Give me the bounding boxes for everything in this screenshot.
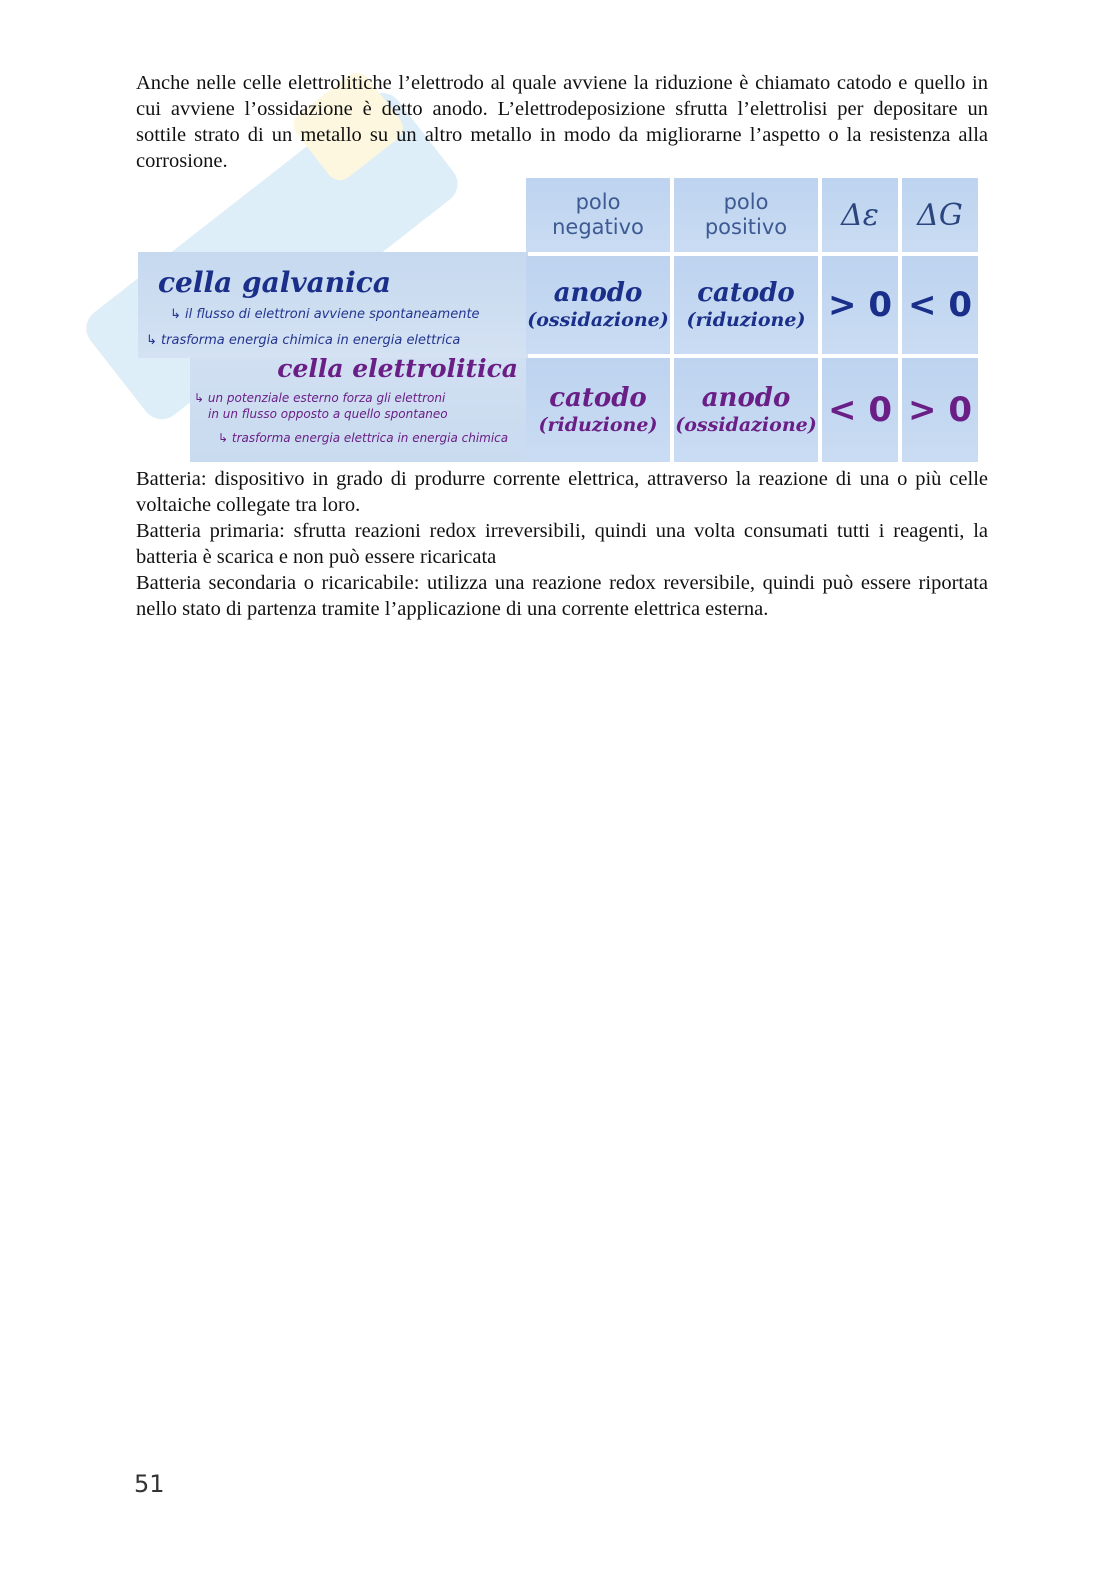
comparison-table bbox=[526, 178, 980, 462]
galvanica-delta-e: > 0 bbox=[822, 256, 898, 354]
batteria-primaria-paragraph: Batteria primaria: sfrutta reazioni redox irreversibili, quindi una volta consumati tutti i reagenti, la batteria è scarica e non può essere ricaricata bbox=[136, 520, 988, 568]
page-number: 51 bbox=[134, 1470, 165, 1498]
elettrolitica-note-2: ↳ trasforma energia elettrica in energia chimica bbox=[218, 431, 509, 445]
elettrolitica-delta-g: > 0 bbox=[902, 358, 978, 462]
header-polo-negativo: polo negativo bbox=[526, 178, 670, 252]
galvanica-note-1: ↳ il flusso di elettroni avviene spontaneamente bbox=[170, 307, 480, 322]
galvanica-title: cella galvanica bbox=[158, 266, 391, 299]
galvanica-delta-g: < 0 bbox=[902, 256, 978, 354]
elettrolitica-delta-e: < 0 bbox=[822, 358, 898, 462]
elettrolitica-positivo: anodo (ossidazione) bbox=[674, 358, 818, 462]
elettrolitica-title: cella elettrolitica bbox=[277, 354, 518, 383]
elettrolitica-note-1: ↳ un potenziale esterno forza gli elettroni bbox=[194, 391, 446, 405]
elettrolitica-negativo: catodo (riduzione) bbox=[526, 358, 670, 462]
galvanica-note-2: ↳ trasforma energia chimica in energia elettrica bbox=[146, 333, 461, 348]
batterie-section bbox=[136, 466, 988, 622]
intro-paragraph: Anche nelle celle elettrolitiche l’elettrodo al quale avviene la riduzione è chiamato catodo e quello in cui avviene l’ossidazione è detto anodo. L’elettrodeposizione sfrutta l’elettrolisi per depositare un sottile strato di un metallo su un altro metallo in modo da migliorarne l’aspetto o la resistenza alla corrosione. bbox=[136, 72, 988, 172]
arrow-icon: ↳ bbox=[218, 431, 232, 445]
header-delta-e: Δε bbox=[822, 178, 898, 252]
cell-comparison-figure bbox=[138, 178, 980, 462]
arrow-icon: ↳ bbox=[194, 391, 208, 405]
header-polo-positivo: polo positivo bbox=[674, 178, 818, 252]
batteria-secondaria-paragraph: Batteria secondaria o ricaricabile: utilizza una reazione redox reversibile, quindi può essere riportata nello stato di partenza tramite l’applicazione di una corrente elettrica esterna. bbox=[136, 572, 988, 620]
header-delta-g: ΔG bbox=[902, 178, 978, 252]
batteria-paragraph: Batteria: dispositivo in grado di produrre corrente elettrica, attraverso la reazione di una o più celle voltaiche collegate tra loro. bbox=[136, 468, 988, 516]
elettrolitica-note-1b: in un flusso opposto a quello spontaneo bbox=[208, 407, 448, 421]
galvanica-positivo: catodo (riduzione) bbox=[674, 256, 818, 354]
arrow-icon: ↳ bbox=[170, 307, 186, 322]
galvanica-negativo: anodo (ossidazione) bbox=[526, 256, 670, 354]
arrow-icon: ↳ bbox=[146, 333, 162, 348]
